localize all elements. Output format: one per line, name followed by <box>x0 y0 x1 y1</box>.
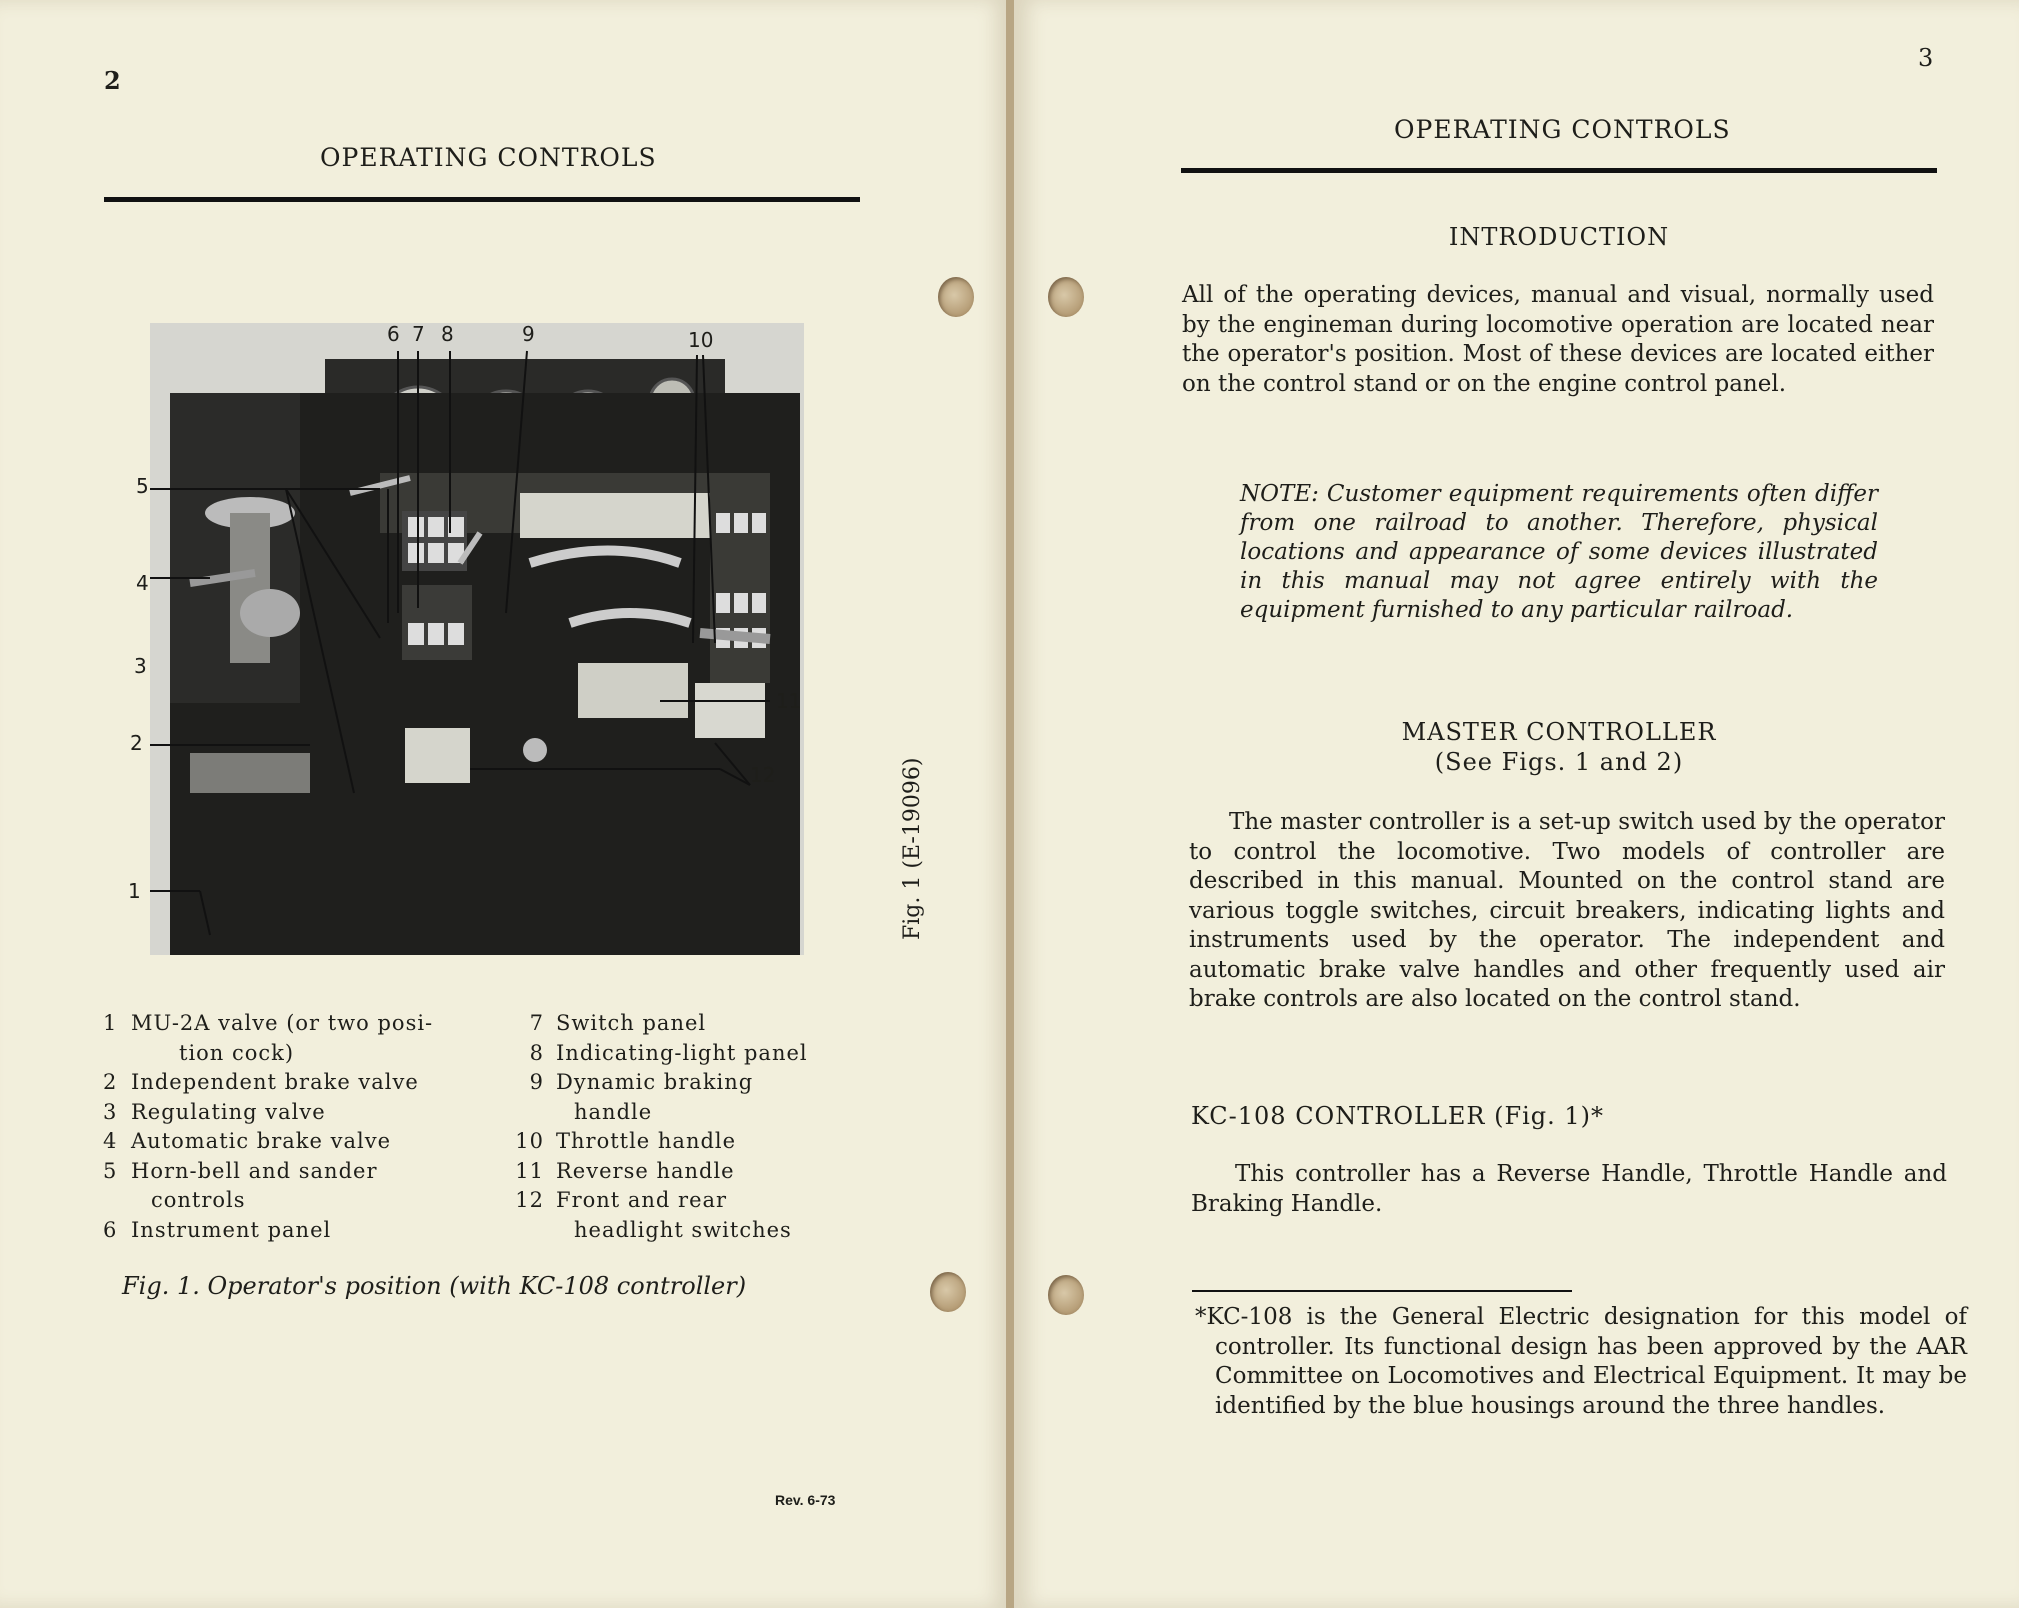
operator-position-photo <box>150 323 804 955</box>
kc108-paragraph: This controller has a Reverse Handle, Throttle Handle and Braking Handle. <box>1191 1161 1947 1217</box>
legend-number: 6 <box>103 1217 118 1242</box>
kc108-title: KC-108 CONTROLLER (Fig. 1)* <box>1191 1102 1605 1130</box>
legend-number: 1 <box>103 1011 118 1035</box>
binder-hole <box>938 277 974 317</box>
master-controller-paragraph: The master controller is a set-up switch used by the operator to control the locomotive. Two models of controller are described in this manual. Mounted on the control stand are various toggle switches, circuit breakers, indicating lights and instruments used by the operator. The independent and automatic brake valve handles and other frequently used air brake controls are also located on the control stand. <box>1189 809 1945 1012</box>
callout-3: 3 <box>134 654 147 678</box>
legend-text-cont: controls <box>151 1188 246 1212</box>
heading-rule-left <box>104 197 860 202</box>
legend-text-cont: tion cock) <box>179 1040 295 1065</box>
callout-2: 2 <box>130 731 143 755</box>
legend-number: 9 <box>529 1070 544 1094</box>
legend-number: 11 <box>515 1158 544 1183</box>
callout-8: 8 <box>441 322 454 346</box>
legend-text: MU-2A valve (or two posi- <box>131 1011 434 1035</box>
master-controller-subtitle: (See Figs. 1 and 2) <box>1434 748 1684 776</box>
page-number-left: 2 <box>104 66 121 95</box>
footnote: *KC-108 is the General Electric designation for this model of controller. Its functional design has been approved by the AAR Committee on Locomotives and Electrical Equipment. It may be identified by the blue housings around the three handles. <box>1195 1304 1967 1419</box>
callout-11: 11 <box>776 689 802 713</box>
heading-rule-right <box>1181 168 1937 173</box>
legend-text-cont: handle <box>574 1099 653 1124</box>
callout-4: 4 <box>136 571 149 595</box>
callout-9: 9 <box>522 322 535 346</box>
legend-text: Regulating valve <box>131 1099 326 1124</box>
binder-hole <box>930 1272 966 1312</box>
legend-text: Throttle handle <box>556 1129 737 1153</box>
legend-number: 5 <box>103 1158 118 1183</box>
callout-1: 1 <box>128 879 141 903</box>
introduction-title: INTRODUCTION <box>1448 223 1670 251</box>
binder-hole <box>1048 277 1084 317</box>
legend-number: 4 <box>103 1129 118 1153</box>
legend-number: 2 <box>103 1070 118 1094</box>
legend-text: Automatic brake valve <box>131 1129 392 1153</box>
legend-number: 10 <box>515 1129 544 1153</box>
page-heading-right: OPERATING CONTROLS <box>1394 115 1731 144</box>
page-heading-left: OPERATING CONTROLS <box>320 143 657 172</box>
legend-text: Reverse handle <box>556 1158 735 1183</box>
introduction-paragraph: All of the operating devices, manual and visual, normally used by the engineman during locomotive operation are located near the operator's position. Most of these devices are located either on the control stand or on the engine control panel. <box>1182 282 1934 397</box>
legend-number: 8 <box>529 1040 544 1065</box>
callout-6: 6 <box>387 322 400 346</box>
figure-caption: Fig. 1. Operator's position (with KC-108 controller) <box>122 1272 747 1300</box>
legend-number: 7 <box>529 1011 544 1035</box>
figure-side-label: Fig. 1 (E-19096) <box>900 757 925 940</box>
legend-text: Horn-bell and sander <box>131 1158 378 1183</box>
page-number-right: 3 <box>1918 44 1934 72</box>
footnote-rule <box>1192 1290 1572 1292</box>
legend-text: Front and rear <box>556 1188 728 1212</box>
legend-text: Indicating-light panel <box>556 1040 808 1065</box>
legend-left-column <box>103 1009 433 1245</box>
note-paragraph: NOTE: Customer equipment requirements often differ from one railroad to another. Therefore, physical locations and appearance of some devices illustrated in this manual may not agree entirely with the equipment furnished to any particular railroad. <box>1240 481 1878 623</box>
callout-7: 7 <box>412 322 425 346</box>
callout-5: 5 <box>136 474 149 498</box>
revision-label: Rev. 6-73 <box>775 1492 836 1508</box>
legend-text: Dynamic braking <box>556 1070 754 1094</box>
legend-text: Instrument panel <box>131 1217 332 1242</box>
legend-right-column <box>502 1009 808 1245</box>
callout-10: 10 <box>688 328 714 352</box>
legend-text-cont: headlight switches <box>574 1217 792 1242</box>
legend-text: Switch panel <box>556 1011 707 1035</box>
legend-text: Independent brake valve <box>131 1070 419 1094</box>
callout-12: 12 <box>750 763 776 787</box>
legend-number: 12 <box>515 1188 544 1212</box>
master-controller-title: MASTER CONTROLLER <box>1401 718 1717 746</box>
legend-number: 3 <box>103 1099 118 1124</box>
binder-hole <box>1048 1275 1084 1315</box>
